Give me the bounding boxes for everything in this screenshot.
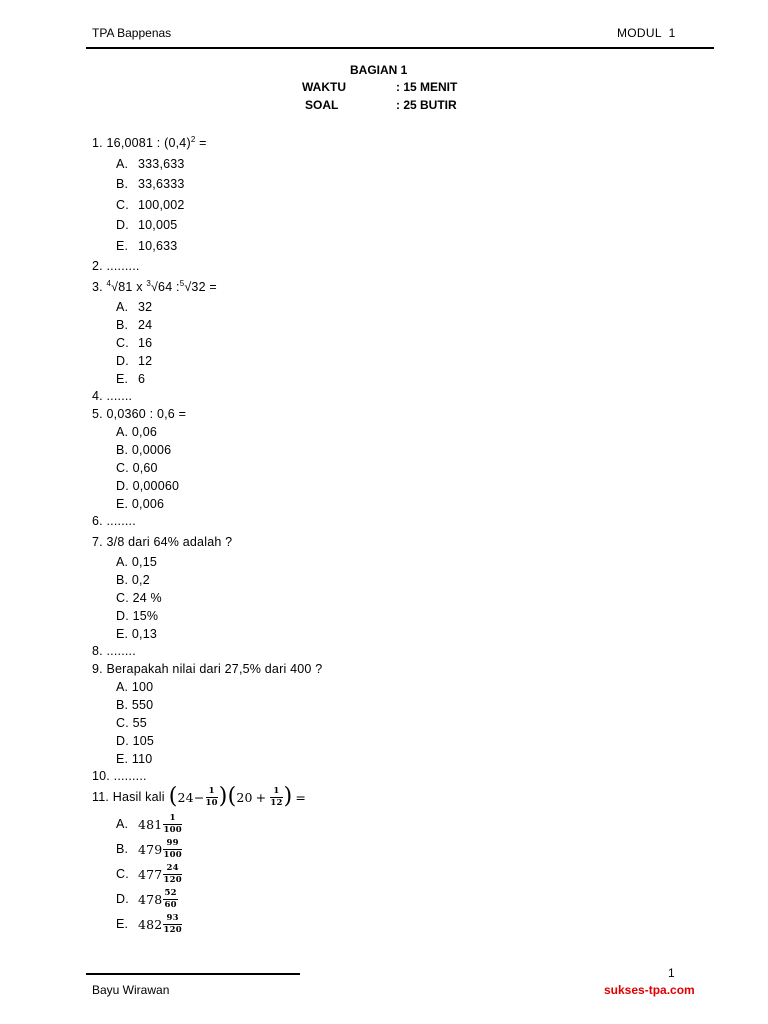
question-4: 4. ....... (92, 389, 133, 403)
question-8: 8. ........ (92, 644, 136, 658)
site-link[interactable]: sukses-tpa.com (604, 983, 695, 997)
q11-option-e: E. 482 $\frac{93}{120}$ (116, 913, 182, 935)
question-1 (92, 136, 207, 150)
q7-option-b: B. 0,2 (116, 573, 150, 587)
q11-option-a: A. 481 $\frac{1}{100}$ (116, 813, 182, 835)
q3-option-e: E. 6 (116, 372, 146, 386)
question-2: 2. ......... (92, 259, 140, 273)
page-number: 1 (668, 966, 675, 980)
module-label: MODUL 1 (617, 26, 676, 40)
question-10: 10. ......... (92, 769, 147, 783)
question-11-expression: ( 24 − $\frac{1}{10}$ ) ( 20 + $\frac{1}{12}$ ) = (168, 784, 307, 809)
q7-option-a: A. 0,15 (116, 555, 158, 569)
question-11 (92, 786, 306, 808)
q5-option-e: E. 0,006 (116, 497, 165, 511)
q5-option-d: D. 0,00060 (116, 479, 180, 493)
section-title: BAGIAN 1 (350, 63, 408, 77)
q3-option-d: D. 12 (116, 354, 153, 368)
question-3: 3. $^4$√81 x $^3$√64 :$^5$√32 = (92, 279, 217, 294)
q9-option-c: C. 55 (116, 716, 147, 730)
time-value: : 15 MENIT (396, 80, 458, 94)
q1-option-c: C. 100,002 (116, 198, 185, 212)
question-1-number: 1. (92, 136, 103, 150)
footer-divider (86, 973, 300, 975)
q9-option-e: E. 110 (116, 752, 153, 766)
q9-option-a: A. 100 (116, 680, 154, 694)
q5-option-a: A. 0,06 (116, 425, 158, 439)
q9-option-d: D. 105 (116, 734, 155, 748)
q1-option-b: B. 33,6333 (116, 177, 185, 191)
q7-option-c: C. 24 % (116, 591, 162, 605)
header-divider (86, 47, 714, 49)
question-5: 5. 0,0360 : 0,6 = (92, 407, 187, 421)
question-7: 7. 3/8 dari 64% adalah ? (92, 535, 233, 549)
q3-option-a: A. 32 (116, 300, 153, 314)
header-title: TPA Bappenas (92, 26, 172, 40)
question-9: 9. Berapakah nilai dari 27,5% dari 400 ? (92, 662, 323, 676)
q11-option-b: B. 479 $\frac{99}{100}$ (116, 838, 182, 860)
question-count-label: SOAL (305, 98, 339, 112)
q3-option-b: B. 24 (116, 318, 153, 332)
q1-option-e: E. 10,633 (116, 239, 178, 253)
q5-option-c: C. 0,60 (116, 461, 158, 475)
q11-option-d: D. 478 $\frac{52}{60}$ (116, 888, 177, 910)
time-label: WAKTU (302, 80, 346, 94)
question-count-value: : 25 BUTIR (396, 98, 457, 112)
q7-option-d: D. 15% (116, 609, 159, 623)
q5-option-b: B. 0,0006 (116, 443, 172, 457)
q1-option-a: A. 333,633 (116, 157, 185, 171)
q1-option-d: D. 10,005 (116, 218, 178, 232)
q7-option-e: E. 0,13 (116, 627, 158, 641)
question-1-expression: 16,0081 : (0,4) (106, 136, 191, 150)
q3-option-c: C. 16 (116, 336, 153, 350)
question-11-prefix: 11. Hasil kali (92, 790, 165, 804)
question-6: 6. ........ (92, 514, 136, 528)
question-1-exponent: 2 (190, 135, 196, 144)
q11-option-c: C. 477 $\frac{24}{120}$ (116, 863, 182, 885)
q9-option-b: B. 550 (116, 698, 154, 712)
author-name: Bayu Wirawan (92, 983, 170, 997)
question-1-equals: = (195, 136, 207, 150)
